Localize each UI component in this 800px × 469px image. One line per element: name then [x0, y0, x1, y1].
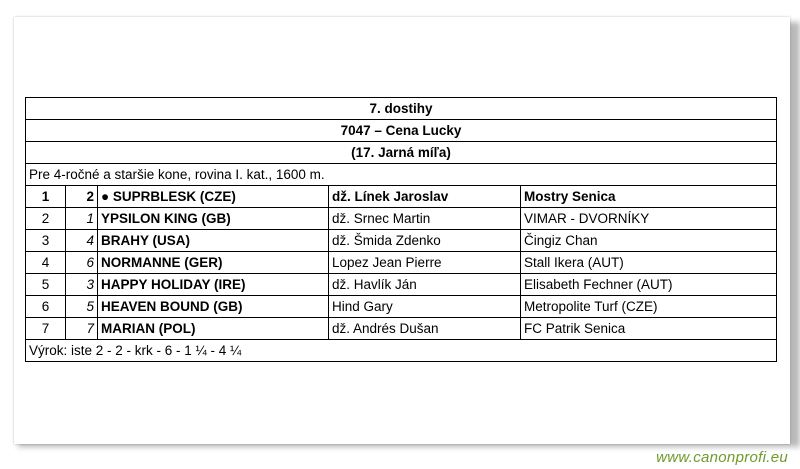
start-number: 7 [66, 318, 98, 340]
race-name-row [26, 120, 777, 142]
table-row [26, 186, 777, 208]
jockey-name: Hind Gary [329, 296, 521, 318]
verdict-row [26, 340, 777, 362]
start-number: 4 [66, 230, 98, 252]
owner-name: VIMAR - DVORNÍKY [521, 208, 777, 230]
finish-position: 1 [26, 186, 66, 208]
finish-position: 4 [26, 252, 66, 274]
race-title: 7. dostihy [26, 98, 777, 120]
jockey-name: dž. Andrés Dušan [329, 318, 521, 340]
owner-name: Čingiz Chan [521, 230, 777, 252]
table-row [26, 208, 777, 230]
finish-position: 2 [26, 208, 66, 230]
race-subtitle-row [26, 142, 777, 164]
owner-name: Elisabeth Fechner (AUT) [521, 274, 777, 296]
finish-position: 7 [26, 318, 66, 340]
race-subtitle: (17. Jarná míľa) [26, 142, 777, 164]
table-row [26, 318, 777, 340]
race-results-table [25, 97, 777, 362]
finish-position: 5 [26, 274, 66, 296]
jockey-name: dž. Srnec Martin [329, 208, 521, 230]
horse-name: NORMANNE (GER) [98, 252, 329, 274]
owner-name: Stall Ikera (AUT) [521, 252, 777, 274]
owner-name: Metropolite Turf (CZE) [521, 296, 777, 318]
horse-name: ● SUPRBLESK (CZE) [98, 186, 329, 208]
owner-name: FC Patrik Senica [521, 318, 777, 340]
start-number: 3 [66, 274, 98, 296]
table-row [26, 230, 777, 252]
horse-name: MARIAN (POL) [98, 318, 329, 340]
horse-name: YPSILON KING (GB) [98, 208, 329, 230]
table-row [26, 274, 777, 296]
race-conditions: Pre 4-ročné a staršie kone, rovina I. kat., 1600 m. [26, 164, 777, 186]
start-number: 6 [66, 252, 98, 274]
jockey-name: Lopez Jean Pierre [329, 252, 521, 274]
jockey-name: dž. Havlík Ján [329, 274, 521, 296]
owner-name: Mostry Senica [521, 186, 777, 208]
horse-name: BRAHY (USA) [98, 230, 329, 252]
start-number: 2 [66, 186, 98, 208]
race-name: 7047 – Cena Lucky [26, 120, 777, 142]
table-row [26, 252, 777, 274]
start-number: 5 [66, 296, 98, 318]
table-row [26, 296, 777, 318]
jockey-name: dž. Línek Jaroslav [329, 186, 521, 208]
horse-name: HEAVEN BOUND (GB) [98, 296, 329, 318]
watermark-text: www.canonprofi.eu [656, 449, 788, 466]
finish-position: 3 [26, 230, 66, 252]
finish-position: 6 [26, 296, 66, 318]
jockey-name: dž. Šmida Zdenko [329, 230, 521, 252]
race-title-row [26, 98, 777, 120]
document-sheet [14, 17, 790, 444]
start-number: 1 [66, 208, 98, 230]
race-verdict: Výrok: iste 2 - 2 - krk - 6 - 1 ¼ - 4 ¼ [26, 340, 777, 362]
horse-name: HAPPY HOLIDAY (IRE) [98, 274, 329, 296]
race-conditions-row [26, 164, 777, 186]
